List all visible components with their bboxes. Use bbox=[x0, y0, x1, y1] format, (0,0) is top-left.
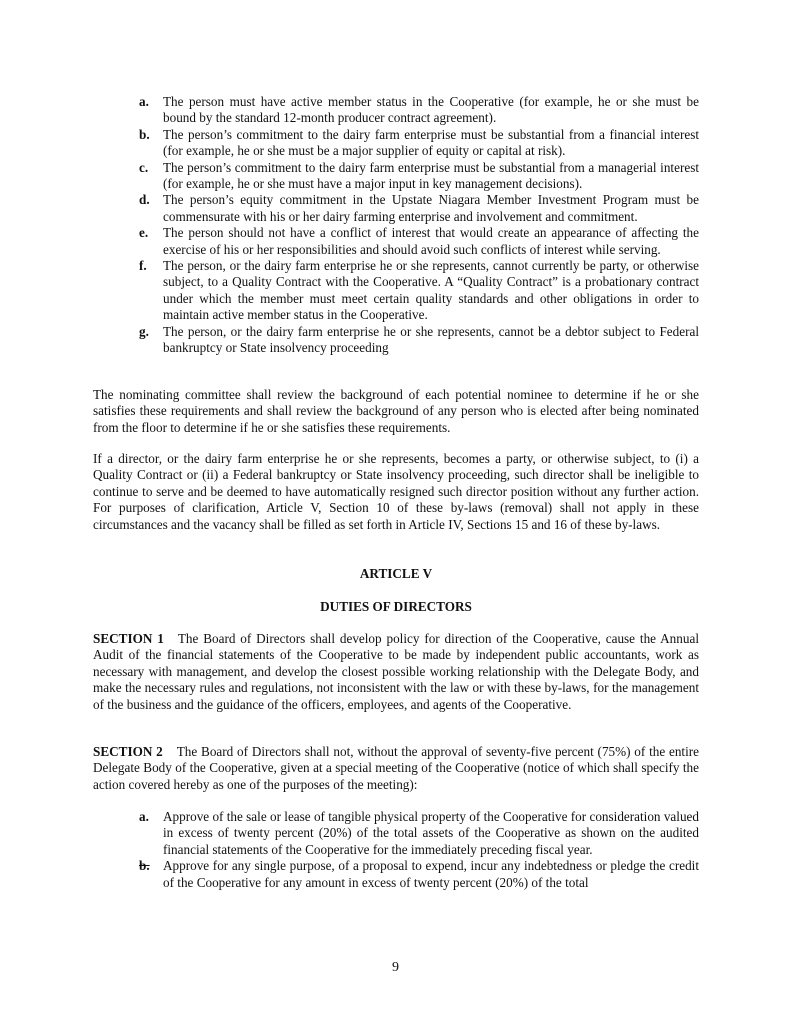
list-item bbox=[139, 324, 699, 357]
list-letter: a. bbox=[139, 94, 149, 109]
list-item-text: Approve for any single purpose, of a proposal to expend, incur any indebtedness or pledge the credit of the Cooperative for any amount in excess of twenty percent (20%) of the total bbox=[163, 858, 699, 890]
article-number: ARTICLE V bbox=[359, 566, 433, 581]
page-number: 9 bbox=[392, 960, 399, 975]
section-2-text: The Board of Directors shall not, without the approval of seventy-five percent (75%) of the entire Delegate Body of the Cooperative, given at a special meeting of the Cooperative (notice of which shall specify the action covered hereby as one of the purposes of the meeting): bbox=[93, 744, 699, 792]
list-letter: d. bbox=[139, 192, 150, 208]
section-2-paragraph bbox=[93, 744, 699, 793]
section-2-label: SECTION 2 bbox=[93, 744, 163, 759]
section-1-label: SECTION 1 bbox=[93, 631, 164, 646]
list-item bbox=[139, 192, 699, 225]
list-item-text: The person, or the dairy farm enterprise he or she represents, cannot currently be party, or otherwise subject, to a Quality Contract with the Cooperative. A “Quality Contract” is a probationary contract under which the member must meet certain quality standards and other obligations in order to maintain active member status in the Cooperative. bbox=[163, 258, 699, 323]
list-letter: f. bbox=[139, 258, 147, 274]
list-item-text: The person, or the dairy farm enterprise he or she represents, cannot be a debtor subject to Federal bankruptcy or State insolvency proceeding bbox=[163, 323, 699, 356]
list-item-text: The person’s commitment to the dairy farm enterprise must be substantial from a managerial interest (for example, he or she must have a major input in key management decisions). bbox=[163, 159, 699, 192]
nominating-paragraph: The nominating committee shall review the background of each potential nominee to determine if he or she satisfies these requirements and shall review the background of any person who is elected after being nominated from the floor to determine if he or she satisfies these requirements. bbox=[93, 387, 699, 435]
list-item bbox=[139, 127, 699, 160]
requirements-list bbox=[139, 94, 699, 357]
list-letter: b. bbox=[139, 858, 150, 874]
list-letter: e. bbox=[139, 225, 149, 241]
list-item bbox=[139, 858, 699, 891]
list-item bbox=[139, 258, 699, 324]
list-item-text: Approve of the sale or lease of tangible physical property of the Cooperative for consideration valued in excess of twenty percent (20%) of the total assets of the Cooperative as shown on the audited financial statements of the Cooperative for the immediately preceding fiscal year. bbox=[163, 809, 699, 857]
list-letter: a. bbox=[139, 809, 149, 824]
list-item-text: The person should not have a conflict of interest that would create an appearance of affecting the exercise of his or her responsibilities and should avoid such conflicts of interest while serving. bbox=[163, 225, 699, 257]
section-1-paragraph bbox=[93, 631, 699, 713]
list-item bbox=[139, 94, 699, 127]
section-2-list bbox=[139, 809, 699, 891]
list-letter: b. bbox=[139, 126, 150, 142]
ineligibility-paragraph: If a director, or the dairy farm enterprise he or she represents, becomes a party, or otherwise subject, to (i) a Quality Contract or (ii) a Federal bankruptcy or State insolvency proceeding, such director shall be ineligible to continue to serve and be deemed to have automatically resigned such director position without any further action. For purposes of clarification, Article V, Section 10 of these by-laws (removal) shall not apply in these circumstances and the vacancy shall be filled as set forth in Article IV, Sections 15 and 16 of these by-laws. bbox=[93, 451, 699, 532]
article-title: DUTIES OF DIRECTORS bbox=[320, 599, 472, 614]
list-item-text: The person’s commitment to the dairy farm enterprise must be substantial from a financial interest (for example, he or she must be a major supplier of equity or capital at risk). bbox=[163, 126, 699, 159]
section-1-text: The Board of Directors shall develop policy for direction of the Cooperative, cause the Annual Audit of the financial statements of the Cooperative to be made by independent public accountants, work as necessary with management, and develop the closest possible working relationship with the Delegate Body, and make the necessary rules and regulations, not inconsistent with the law or with these by-laws, for the management of the business and the guidance of the officers, employees, and agents of the Cooperative. bbox=[93, 631, 699, 712]
list-item bbox=[139, 160, 699, 193]
list-item-text: The person’s equity commitment in the Upstate Niagara Member Investment Program must be commensurate with his or her dairy farming enterprise and involvement and commitment. bbox=[163, 192, 699, 224]
list-item bbox=[139, 225, 699, 258]
list-item bbox=[139, 809, 699, 858]
list-letter: c. bbox=[139, 159, 149, 175]
list-letter: g. bbox=[139, 323, 149, 339]
list-item-text: The person must have active member status in the Cooperative (for example, he or she must be bound by the standard 12-month producer contract agreement). bbox=[163, 94, 699, 126]
